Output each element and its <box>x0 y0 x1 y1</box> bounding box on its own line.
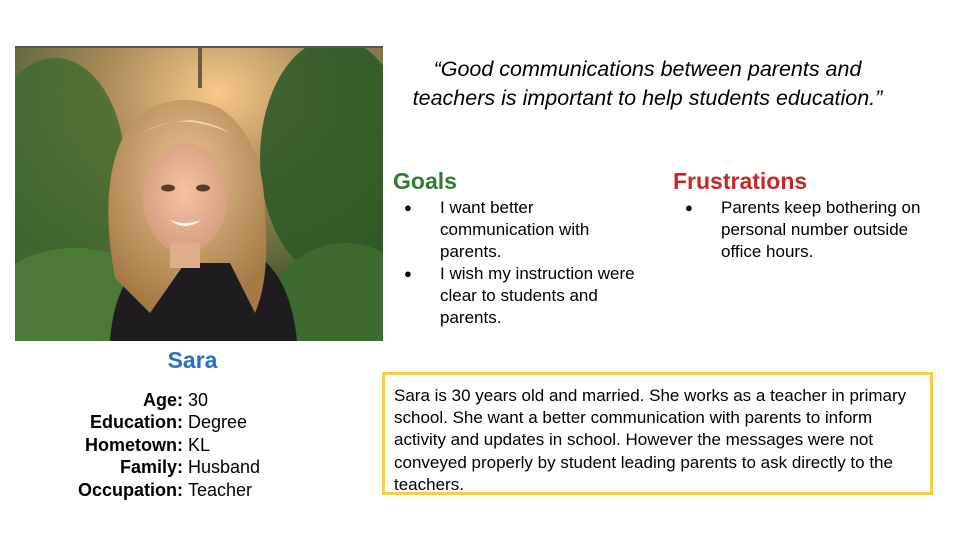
fact-hometown <box>40 434 260 456</box>
persona-summary: Sara is 30 years old and married. She works as a teacher in primary school. She want a better communication with parents to inform activity and updates in school. However the messages were not conveyed properly by student leading parents to ask directly to the teachers. <box>382 372 933 495</box>
persona-photo <box>15 46 383 341</box>
goal-item: ● I want better communication with parents. <box>393 197 638 263</box>
fact-education <box>40 411 260 433</box>
woman-portrait-photo-icon <box>15 48 383 341</box>
fact-value: Teacher <box>188 479 253 500</box>
goals-heading: Goals <box>393 168 457 194</box>
fact-label: Occupation: <box>77 479 183 500</box>
fact-occupation <box>40 479 260 501</box>
fact-family <box>40 456 260 478</box>
fact-age <box>40 389 260 411</box>
fact-label: Family: <box>119 457 183 478</box>
fact-label: Age: <box>143 390 183 410</box>
frustrations-heading: Frustrations <box>673 168 808 194</box>
frustration-item: ● Parents keep bothering on personal number outside office hours. <box>674 197 934 263</box>
fact-value: Husband <box>188 457 261 478</box>
fact-label: Hometown: <box>85 434 183 455</box>
fact-value: KL <box>188 434 211 455</box>
fact-label: Education: <box>90 412 183 433</box>
goals-list <box>393 197 638 329</box>
persona-facts <box>40 389 260 501</box>
goal-item: ● I wish my instruction were clear to students and parents. <box>393 263 638 329</box>
frustrations-list <box>674 197 934 263</box>
fact-value: 30 <box>188 390 209 410</box>
persona-quote: “Good communications between parents and teachers is important to help students education.” <box>412 57 883 110</box>
fact-value: Degree <box>188 412 248 433</box>
persona-name: Sara <box>167 347 218 373</box>
